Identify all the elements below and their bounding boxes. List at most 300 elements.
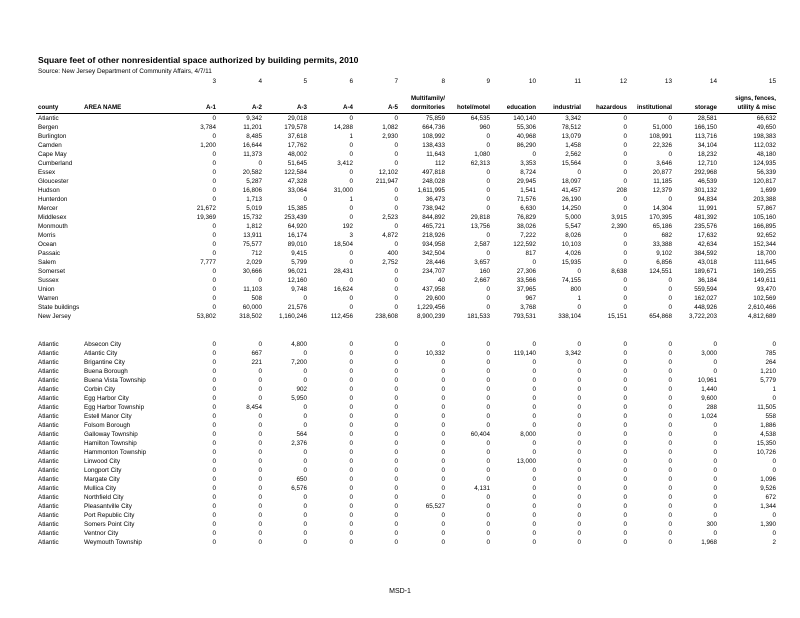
cell-institutional: 9,102: [656, 250, 672, 257]
table-row: [0, 114, 800, 123]
cell-a4: 0: [349, 521, 353, 528]
cell-education: 0: [532, 521, 536, 528]
table-row: [0, 123, 800, 132]
cell-a3: 0: [303, 458, 307, 465]
cell-institutional: 0: [668, 286, 672, 293]
cell-a1: 0: [212, 341, 216, 348]
cell-a3: 12,160: [287, 277, 307, 284]
cell-industrial: 74,155: [561, 277, 581, 284]
cell-a5: 0: [394, 377, 398, 384]
table-row: [0, 249, 800, 258]
cell-storage: 0: [713, 368, 717, 375]
cell-industrial: 2,562: [565, 151, 581, 158]
cell-a3: 0: [303, 413, 307, 420]
cell-a2: 221: [251, 359, 262, 366]
cell-industrial: 0: [577, 404, 581, 411]
cell-education: 0: [532, 359, 536, 366]
cell-a1: 0: [212, 530, 216, 537]
cell-education: 0: [532, 503, 536, 510]
cell-a3: 51,645: [287, 160, 307, 167]
cell-a1: 0: [212, 413, 216, 420]
cell-hotel-motel: 0: [486, 386, 490, 393]
cell-institutional: 0: [668, 449, 672, 456]
cell-hotel-motel: 0: [486, 196, 490, 203]
cell-multifamily: 0: [441, 422, 445, 429]
cell-signs: 4,538: [760, 431, 776, 438]
cell-a1: 0: [212, 539, 216, 546]
cell-education: 0: [532, 386, 536, 393]
cell-hazardous: 0: [623, 449, 627, 456]
column-number-a3: 5: [303, 78, 307, 85]
cell-signs: 0: [772, 530, 776, 537]
cell-hazardous: 0: [623, 196, 627, 203]
cell-a4: 0: [349, 386, 353, 393]
cell-storage: 235,576: [694, 223, 717, 230]
cell-signs: 124,935: [753, 160, 776, 167]
cell-a5: 0: [394, 539, 398, 546]
cell-a1: 0: [212, 151, 216, 158]
cell-hazardous: 2,390: [611, 223, 627, 230]
cell-institutional: 0: [668, 350, 672, 357]
cell-hotel-motel: 0: [486, 341, 490, 348]
cell-hazardous: 208: [616, 187, 627, 194]
cell-a4: 0: [349, 503, 353, 510]
cell-hazardous: 0: [623, 440, 627, 447]
cell-storage: 17,632: [697, 232, 717, 239]
cell-a5: 0: [394, 304, 398, 311]
cell-a2: 0: [258, 449, 262, 456]
cell-hotel-motel: 0: [486, 133, 490, 140]
cell-a2: 0: [258, 458, 262, 465]
table-row: [0, 150, 800, 159]
cell-a4: 14,288: [333, 124, 353, 131]
cell-multifamily: 36,473: [425, 196, 445, 203]
cell-a5: 0: [394, 241, 398, 248]
cell-a5: 0: [394, 467, 398, 474]
cell-hotel-motel: 160: [479, 268, 490, 275]
cell-institutional: 0: [668, 413, 672, 420]
cell-signs: 203,388: [753, 196, 776, 203]
cell-a4: 0: [349, 295, 353, 302]
cell-signs: 48,180: [756, 151, 776, 158]
column-number-hazardous: 12: [619, 78, 627, 85]
cell-multifamily: 112: [434, 160, 445, 167]
cell-a3: 16,174: [287, 232, 307, 239]
cell-a4: 3,412: [337, 160, 353, 167]
cell-a2: 8,485: [246, 133, 262, 140]
cell-storage: 0: [713, 431, 717, 438]
cell-signs: 0: [772, 458, 776, 465]
cell-a4: 0: [349, 458, 353, 465]
cell-institutional: 0: [668, 196, 672, 203]
cell-a5: 0: [394, 476, 398, 483]
cell-industrial: 0: [577, 458, 581, 465]
column-number-a5: 7: [394, 78, 398, 85]
cell-a3: 37,618: [287, 133, 307, 140]
cell-hazardous: 0: [623, 124, 627, 131]
cell-hotel-motel: 13,756: [470, 223, 490, 230]
cell-a2: 0: [258, 530, 262, 537]
cell-hotel-motel: 960: [479, 124, 490, 131]
cell-storage: 9,600: [701, 395, 717, 402]
table-row: [0, 538, 800, 547]
cell-multifamily: 437,958: [422, 286, 445, 293]
table-row: [0, 520, 800, 529]
cell-industrial: 8,026: [565, 232, 581, 239]
cell-a3: 15,385: [287, 205, 307, 212]
cell-education: 0: [532, 440, 536, 447]
cell-multifamily: 138,433: [422, 142, 445, 149]
cell-storage: 166,150: [694, 124, 717, 131]
cell-institutional: 3,646: [656, 160, 672, 167]
cell-multifamily: 248,028: [422, 178, 445, 185]
cell-a3: 17,762: [287, 142, 307, 149]
cell-hazardous: 0: [623, 241, 627, 248]
cell-signs: 1,096: [760, 476, 776, 483]
cell-a3: 0: [303, 196, 307, 203]
cell-multifamily: 28,446: [425, 259, 445, 266]
cell-a2: 0: [258, 485, 262, 492]
cell-hazardous: 0: [623, 386, 627, 393]
cell-institutional: 0: [668, 485, 672, 492]
cell-county: New Jersey: [38, 313, 71, 320]
column-number-multifamily: 8: [441, 78, 445, 85]
cell-a3: 5,950: [291, 395, 307, 402]
cell-a4: 192: [342, 223, 353, 230]
cell-a1: 0: [212, 395, 216, 402]
cell-storage: 46,539: [697, 178, 717, 185]
cell-industrial: 0: [577, 449, 581, 456]
column-number-row: [0, 78, 800, 88]
header-a5: A-5: [388, 104, 398, 111]
cell-a1: 0: [212, 196, 216, 203]
cell-a1: 0: [212, 268, 216, 275]
cell-area-name: Hammonton Township: [84, 449, 147, 456]
cell-a5: 0: [394, 223, 398, 230]
cell-signs: 1,344: [760, 503, 776, 510]
cell-signs: 66,632: [756, 115, 776, 122]
cell-education: 86,290: [516, 142, 536, 149]
cell-industrial: 0: [577, 359, 581, 366]
cell-storage: 1,024: [701, 413, 717, 420]
cell-hazardous: 0: [623, 530, 627, 537]
cell-county: Sussex: [38, 277, 59, 284]
cell-hotel-motel: 0: [486, 295, 490, 302]
cell-area-name: Northfield City: [84, 494, 124, 501]
cell-industrial: 0: [577, 512, 581, 519]
cell-signs: 49,650: [756, 124, 776, 131]
header-a4: A-4: [343, 104, 353, 111]
cell-county: Atlantic: [38, 413, 59, 420]
cell-industrial: 0: [577, 494, 581, 501]
cell-area-name: Ventnor City: [84, 530, 119, 537]
table-row: [0, 457, 800, 466]
cell-a2: 0: [258, 386, 262, 393]
page-footer: MSD-1: [389, 588, 411, 595]
cell-county: Atlantic: [38, 422, 59, 429]
cell-industrial: 13,079: [561, 133, 581, 140]
cell-hotel-motel: 0: [486, 395, 490, 402]
cell-a3: 0: [303, 449, 307, 456]
cell-a5: 211,947: [375, 178, 398, 185]
cell-industrial: 800: [570, 286, 581, 293]
cell-hazardous: 0: [623, 169, 627, 176]
cell-a4: 1: [349, 196, 353, 203]
cell-multifamily: 11,643: [426, 151, 445, 158]
cell-signs: 18,700: [756, 250, 776, 257]
cell-county: Passaic: [38, 250, 61, 257]
table-row: [0, 213, 800, 222]
cell-hotel-motel: 2,587: [474, 241, 490, 248]
cell-a5: 0: [394, 458, 398, 465]
cell-a2: 0: [258, 368, 262, 375]
cell-a2: 0: [258, 422, 262, 429]
cell-education: 0: [532, 377, 536, 384]
cell-industrial: 18,097: [561, 178, 581, 185]
cell-storage: 0: [713, 530, 717, 537]
cell-industrial: 78,512: [561, 124, 581, 131]
cell-a1: 0: [212, 422, 216, 429]
cell-county: Atlantic: [38, 539, 59, 546]
cell-hotel-motel: 2,667: [474, 277, 490, 284]
table-row: [0, 412, 800, 421]
cell-signs: 1,210: [760, 368, 776, 375]
cell-multifamily: 0: [441, 494, 445, 501]
column-number-institutional: 13: [664, 78, 672, 85]
cell-area-name: Buena Borough: [84, 368, 128, 375]
cell-a1: 3,784: [200, 124, 216, 131]
cell-signs: 169,255: [753, 268, 776, 275]
cell-county: Atlantic: [38, 368, 59, 375]
cell-multifamily: 0: [441, 512, 445, 519]
table-row: [0, 358, 800, 367]
cell-hazardous: 0: [623, 295, 627, 302]
table-row: [0, 303, 800, 312]
cell-multifamily: 0: [441, 467, 445, 474]
cell-institutional: 0: [668, 503, 672, 510]
cell-county: Bergen: [38, 124, 59, 131]
cell-a1: 0: [212, 232, 216, 239]
cell-a5: 0: [394, 350, 398, 357]
cell-area-name: Egg Harbor Township: [84, 404, 145, 411]
cell-county: Atlantic: [38, 521, 59, 528]
cell-a5: 12,102: [378, 169, 398, 176]
cell-hotel-motel: 0: [486, 169, 490, 176]
cell-a5: 0: [394, 530, 398, 537]
cell-storage: 1,440: [701, 386, 717, 393]
cell-institutional: 0: [668, 422, 672, 429]
cell-industrial: 0: [577, 476, 581, 483]
cell-industrial: 1: [577, 295, 581, 302]
cell-a3: 4,800: [291, 341, 307, 348]
cell-a1: 0: [212, 250, 216, 257]
cell-area-name: Somers Point City: [84, 521, 135, 528]
cell-institutional: 0: [668, 458, 672, 465]
cell-multifamily: 0: [441, 368, 445, 375]
cell-a5: 0: [394, 368, 398, 375]
cell-a5: 0: [394, 449, 398, 456]
cell-education: 55,306: [516, 124, 536, 131]
cell-county: Atlantic: [38, 467, 59, 474]
cell-hotel-motel: 0: [486, 250, 490, 257]
cell-a5: 0: [394, 359, 398, 366]
cell-storage: 0: [713, 503, 717, 510]
cell-county: Atlantic: [38, 386, 59, 393]
cell-a1: 0: [212, 503, 216, 510]
cell-hazardous: 0: [623, 277, 627, 284]
cell-a5: 0: [394, 386, 398, 393]
cell-education: 3,768: [520, 304, 536, 311]
cell-a5: 0: [394, 503, 398, 510]
cell-hotel-motel: 1,080: [474, 151, 490, 158]
cell-hazardous: 0: [623, 286, 627, 293]
table-row: [0, 421, 800, 430]
cell-a3: 0: [303, 539, 307, 546]
cell-a1: 0: [212, 359, 216, 366]
cell-a2: 16,644: [242, 142, 262, 149]
cell-multifamily: 1,611,995: [417, 187, 445, 194]
cell-institutional: 0: [668, 431, 672, 438]
column-number-industrial: 11: [574, 78, 581, 85]
cell-hazardous: 0: [623, 359, 627, 366]
table-row: [0, 222, 800, 231]
cell-institutional: 0: [668, 377, 672, 384]
cell-a4: 18,504: [333, 241, 353, 248]
cell-a2: 11,201: [243, 124, 262, 131]
cell-industrial: 0: [577, 169, 581, 176]
cell-education: 8,724: [520, 169, 536, 176]
cell-multifamily: 0: [441, 539, 445, 546]
cell-a3: 9,415: [291, 250, 307, 257]
cell-storage: 0: [713, 341, 717, 348]
cell-a1: 21,672: [196, 205, 216, 212]
table-row: [0, 448, 800, 457]
table-row: [0, 240, 800, 249]
cell-hotel-motel: 3,657: [474, 259, 490, 266]
cell-storage: 0: [713, 494, 717, 501]
cell-a5: 0: [394, 422, 398, 429]
cell-hazardous: 0: [623, 368, 627, 375]
cell-multifamily: 0: [441, 431, 445, 438]
cell-education: 967: [525, 295, 536, 302]
cell-a5: 0: [394, 521, 398, 528]
cell-a5: 0: [394, 187, 398, 194]
cell-education: 8,000: [520, 431, 536, 438]
cell-storage: 34,104: [697, 142, 717, 149]
cell-a4: 0: [349, 404, 353, 411]
cell-education: 0: [532, 476, 536, 483]
cell-industrial: 10,103: [561, 241, 581, 248]
cell-multifamily: 0: [441, 404, 445, 411]
cell-a2: 0: [258, 160, 262, 167]
cell-signs: 11,505: [757, 404, 776, 411]
cell-a2: 11,103: [243, 286, 262, 293]
cell-a5: 0: [394, 341, 398, 348]
cell-area-name: Absecon City: [84, 341, 122, 348]
cell-hotel-motel: 0: [486, 422, 490, 429]
cell-a1: 0: [212, 223, 216, 230]
cell-area-name: Hamilton Township: [84, 440, 137, 447]
cell-signs: 152,344: [753, 241, 776, 248]
cell-education: 0: [532, 530, 536, 537]
cell-a5: 0: [394, 512, 398, 519]
cell-hazardous: 0: [623, 476, 627, 483]
cell-hazardous: 3,915: [611, 214, 627, 221]
table-row: [0, 349, 800, 358]
cell-industrial: 15,564: [561, 160, 581, 167]
cell-area-name: Corbin City: [84, 386, 116, 393]
cell-a3: 29,018: [287, 115, 307, 122]
cell-signs: 264: [765, 359, 776, 366]
cell-a1: 0: [212, 115, 216, 122]
table-row: [0, 493, 800, 502]
cell-area-name: Weymouth Township: [84, 539, 142, 546]
cell-a5: 1,082: [382, 124, 398, 131]
cell-multifamily: 0: [441, 458, 445, 465]
cell-hazardous: 0: [623, 232, 627, 239]
cell-education: 7,222: [520, 232, 536, 239]
cell-a3: 253,439: [284, 214, 307, 221]
cell-multifamily: 0: [441, 440, 445, 447]
cell-county: Ocean: [38, 241, 57, 248]
column-number-storage: 14: [709, 78, 717, 85]
cell-hotel-motel: 0: [486, 368, 490, 375]
cell-a4: 0: [349, 151, 353, 158]
cell-education: 6,630: [520, 205, 536, 212]
cell-hotel-motel: 0: [486, 476, 490, 483]
cell-county: Camden: [38, 142, 62, 149]
cell-industrial: 338,104: [558, 313, 581, 320]
cell-a2: 1,812: [246, 223, 262, 230]
cell-a3: 0: [303, 503, 307, 510]
cell-storage: 12,710: [697, 160, 717, 167]
cell-institutional: 0: [668, 395, 672, 402]
cell-county: Atlantic: [38, 377, 59, 384]
page-title: Square feet of other nonresidential space authorized by building permits, 2010: [38, 55, 359, 65]
cell-industrial: 0: [577, 377, 581, 384]
cell-hotel-motel: 0: [486, 286, 490, 293]
cell-a4: 0: [349, 205, 353, 212]
cell-a4: 0: [349, 512, 353, 519]
cell-hotel-motel: 0: [486, 539, 490, 546]
header-area-name: AREA NAME: [84, 104, 122, 111]
cell-a3: 5,799: [291, 259, 307, 266]
cell-education: 0: [532, 512, 536, 519]
cell-storage: 0: [713, 467, 717, 474]
cell-multifamily: 497,818: [422, 169, 445, 176]
cell-storage: 42,634: [697, 241, 717, 248]
table-row: [0, 466, 800, 475]
cell-signs: 1,390: [760, 521, 776, 528]
cell-education: 71,576: [516, 196, 536, 203]
cell-a5: 0: [394, 440, 398, 447]
cell-storage: 559,594: [694, 286, 717, 293]
cell-a2: 0: [258, 277, 262, 284]
cell-a3: 33,064: [287, 187, 307, 194]
cell-county: Atlantic: [38, 431, 59, 438]
table-row: [0, 204, 800, 213]
cell-storage: 1,968: [701, 539, 717, 546]
cell-county: Atlantic: [38, 512, 59, 519]
table-row: [0, 276, 800, 285]
cell-a4: 0: [349, 169, 353, 176]
cell-storage: 300: [706, 521, 717, 528]
column-number-signs: 15: [768, 78, 776, 85]
cell-a1: 0: [212, 485, 216, 492]
cell-multifamily: 0: [441, 530, 445, 537]
cell-county: Atlantic: [38, 503, 59, 510]
cell-multifamily: 29,600: [425, 295, 445, 302]
